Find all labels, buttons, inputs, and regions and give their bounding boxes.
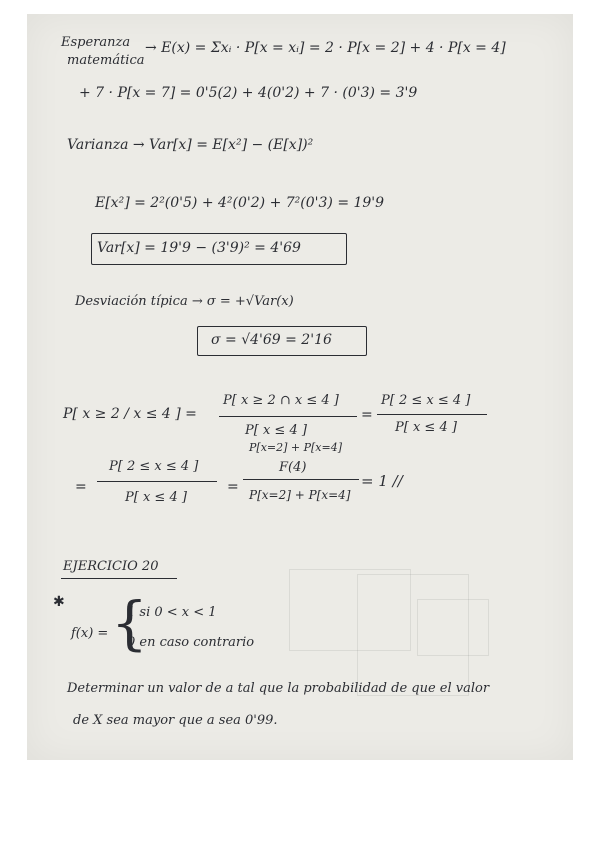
conditional-den3: P[ x ≤ 4 ] — [125, 490, 187, 505]
conditional-result: = 1 // — [361, 472, 403, 490]
fraction-bar-4 — [243, 479, 359, 480]
esperanza-formula: → E(x) = Σxᵢ · P[x = xᵢ] = 2 · P[x = 2] + 4 · P[x = 4] — [145, 40, 506, 56]
exercise-statement-2: de X sea mayor que a sea 0'99. — [73, 713, 278, 728]
fx-label: f(x) = — [71, 626, 109, 641]
esperanza-label-2: matemática — [67, 53, 145, 68]
exercise-statement-1: Determinar un valor de a tal que la probabilidad de que el valor — [67, 681, 490, 696]
ex2-formula: E[x²] = 2²(0'5) + 4²(0'2) + 7²(0'3) = 19'9 — [95, 195, 385, 211]
star-icon: ✱ — [53, 594, 65, 610]
fraction-bar-1 — [219, 416, 357, 417]
conditional-eq3: = — [227, 479, 239, 495]
case-2: 0 en caso contrario — [127, 635, 255, 650]
case-1: 1 si 0 < x < 1 — [127, 605, 217, 620]
conditional-num1: P[ x ≥ 2 ∩ x ≤ 4 ] — [223, 393, 339, 408]
conditional-num3: P[ 2 ≤ x ≤ 4 ] — [109, 459, 199, 474]
notebook-page — [27, 14, 573, 760]
left-brace-icon: { — [111, 589, 148, 657]
conditional-lhs: P[ x ≥ 2 / x ≤ 4 ] = — [63, 406, 197, 422]
desviacion-formula: Desviación típica → σ = +√Var(x) — [75, 294, 294, 309]
fraction-bar-2 — [377, 414, 487, 415]
conditional-num2: P[ 2 ≤ x ≤ 4 ] — [381, 393, 471, 408]
conditional-eq2: = — [75, 479, 87, 495]
esperanza-formula-cont: + 7 · P[x = 7] = 0'5(2) + 4(0'2) + 7 · (0'3) = 3'9 — [79, 85, 418, 101]
conditional-note: P[x=2] + P[x=4] — [249, 441, 343, 454]
bleed-through-grid — [417, 599, 489, 656]
var-result: Var[x] = 19'9 − (3'9)² = 4'69 — [97, 240, 301, 256]
sigma-result: σ = √4'69 = 2'16 — [211, 332, 332, 348]
esperanza-label: Esperanza — [61, 35, 131, 50]
exercise-title: EJERCICIO 20 — [63, 559, 159, 574]
exercise-title-underline — [61, 578, 177, 579]
conditional-den2: P[ x ≤ 4 ] — [395, 420, 457, 435]
conditional-num4: F(4) — [279, 460, 307, 475]
conditional-den1: P[ x ≤ 4 ] — [245, 423, 307, 438]
conditional-den4: P[x=2] + P[x=4] — [249, 488, 351, 502]
varianza-formula: Varianza → Var[x] = E[x²] − (E[x])² — [67, 137, 314, 153]
conditional-eq1: = — [361, 407, 373, 423]
fraction-bar-3 — [97, 481, 217, 482]
